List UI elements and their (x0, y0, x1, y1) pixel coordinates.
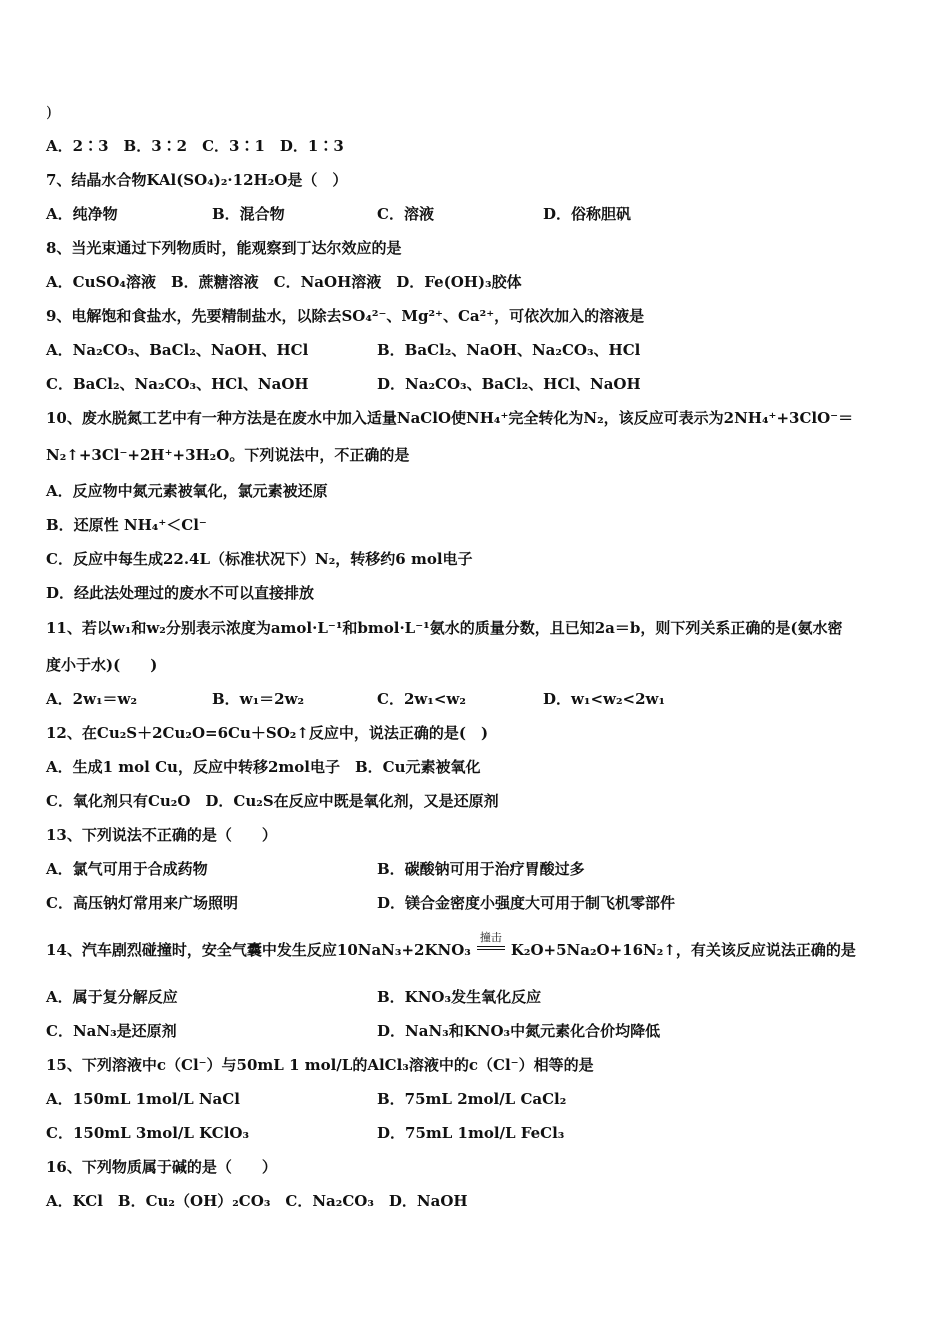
q9-option-d: D．Na₂CO₃、BaCl₂、HCl、NaOH (377, 375, 641, 393)
q10-option-c: C．反应中每生成22.4L（标准状况下）N₂，转移约6 mol电子 (46, 550, 473, 568)
q13-option-b: B．碳酸钠可用于治疗胃酸过多 (377, 860, 585, 878)
q13-option-d: D．镁合金密度小强度大可用于制飞机零部件 (377, 894, 676, 912)
q11-options (46, 689, 916, 709)
q7-option-c: C．溶液 (377, 205, 434, 223)
reaction-arrow (475, 931, 507, 960)
q15-stem: 15、下列溶液中c（Cl⁻）与50mL 1 mol/L的AlCl₃溶液中的c（Cl⁻）相等的是 (46, 1056, 594, 1074)
q7-option-a: A．纯净物 (46, 205, 118, 223)
continuation-paren: ) (46, 103, 52, 121)
q15-options-cd (46, 1123, 916, 1143)
q11-option-a: A．2w₁＝w₂ (46, 690, 138, 708)
q13-option-a: A．氯气可用于合成药物 (46, 860, 208, 878)
q16-options: A．KCl B．Cu₂（OH）₂CO₃ C．Na₂CO₃ D．NaOH (46, 1192, 468, 1210)
q13-options-ab (46, 859, 916, 879)
q15-options-ab (46, 1089, 916, 1109)
q11-option-c: C．2w₁<w₂ (377, 690, 466, 708)
q7-option-d: D．俗称胆矾 (543, 205, 632, 223)
q14-stem (46, 931, 856, 960)
q14-option-a: A．属于复分解反应 (46, 988, 178, 1006)
q9-options-ab (46, 340, 916, 360)
q7-options (46, 204, 916, 224)
q10-option-b: B．还原性 NH₄⁺＜Cl⁻ (46, 516, 207, 534)
q11-stem-line2: 度小于水)( ) (46, 656, 158, 674)
q11-option-d: D．w₁<w₂<2w₁ (543, 690, 666, 708)
q14-option-c: C．NaN₃是还原剂 (46, 1022, 177, 1040)
q7-stem: 7、结晶水合物KAl(SO₄)₂·12H₂O是（ ） (46, 171, 348, 189)
q7-option-b: B．混合物 (212, 205, 285, 223)
q14-options-ab (46, 987, 916, 1007)
q12-options-cd: C．氧化剂只有Cu₂O D．Cu₂S在反应中既是氧化剂，又是还原剂 (46, 792, 499, 810)
q13-option-c: C．高压钠灯常用来广场照明 (46, 894, 238, 912)
q9-option-c: C．BaCl₂、Na₂CO₃、HCl、NaOH (46, 375, 309, 393)
q8-stem: 8、当光束通过下列物质时，能观察到丁达尔效应的是 (46, 239, 402, 257)
q8-options: A．CuSO₄溶液 B．蔗糖溶液 C．NaOH溶液 D．Fe(OH)₃胶体 (46, 273, 522, 291)
q12-stem: 12、在Cu₂S＋2Cu₂O=6Cu＋SO₂↑反应中，说法正确的是( ) (46, 724, 489, 742)
q14-option-d: D．NaN₃和KNO₃中氮元素化合价均降低 (377, 1022, 661, 1040)
q10-option-a: A．反应物中氮元素被氧化，氯元素被还原 (46, 482, 328, 500)
q9-option-a: A．Na₂CO₃、BaCl₂、NaOH、HCl (46, 341, 309, 359)
q6-options: A．2∶3 B．3∶2 C．3∶1 D．1∶3 (46, 137, 344, 155)
q10-option-d: D．经此法处理过的废水不可以直接排放 (46, 584, 315, 602)
q13-options-cd (46, 893, 916, 913)
q10-stem-line2: N₂↑+3Cl⁻+2H⁺+3H₂O。下列说法中，不正确的是 (46, 446, 410, 464)
q9-stem: 9、电解饱和食盐水，先要精制盐水，以除去SO₄²⁻、Mg²⁺、Ca²⁺，可依次加入的溶液是 (46, 307, 645, 325)
q12-options-ab: A．生成1 mol Cu，反应中转移2mol电子 B．Cu元素被氧化 (46, 758, 481, 776)
q9-option-b: B．BaCl₂、NaOH、Na₂CO₃、HCl (377, 341, 641, 359)
q15-option-c: C．150mL 3mol/L KClO₃ (46, 1124, 250, 1142)
q14-stem-reactants: 14、汽车剧烈碰撞时，安全气囊中发生反应10NaN₃+2KNO₃ (46, 941, 471, 959)
q15-option-a: A．150mL 1mol/L NaCl (46, 1090, 240, 1108)
q15-option-b: B．75mL 2mol/L CaCl₂ (377, 1090, 567, 1108)
q9-options-cd (46, 374, 916, 394)
q16-stem: 16、下列物质属于碱的是（ ） (46, 1158, 277, 1176)
q11-stem-line1: 11、若以w₁和w₂分别表示浓度为amol·L⁻¹和bmol·L⁻¹氨水的质量分数，且已知2a＝b，则下列关系正确的是(氨水密 (46, 619, 843, 637)
q14-options-cd (46, 1021, 916, 1041)
q10-stem-line1: 10、废水脱氮工艺中有一种方法是在废水中加入适量NaClO使NH₄⁺完全转化为N₂，该反应可表示为2NH₄⁺+3ClO⁻＝ (46, 409, 854, 427)
q14-option-b: B．KNO₃发生氧化反应 (377, 988, 542, 1006)
reaction-condition: 撞击 (479, 931, 502, 944)
q15-option-d: D．75mL 1mol/L FeCl₃ (377, 1124, 565, 1142)
q13-stem: 13、下列说法不正确的是（ ） (46, 826, 277, 844)
q14-stem-products: K₂O+5Na₂O+16N₂↑，有关该反应说法正确的是 (510, 941, 856, 959)
q11-option-b: B．w₁＝2w₂ (212, 690, 305, 708)
